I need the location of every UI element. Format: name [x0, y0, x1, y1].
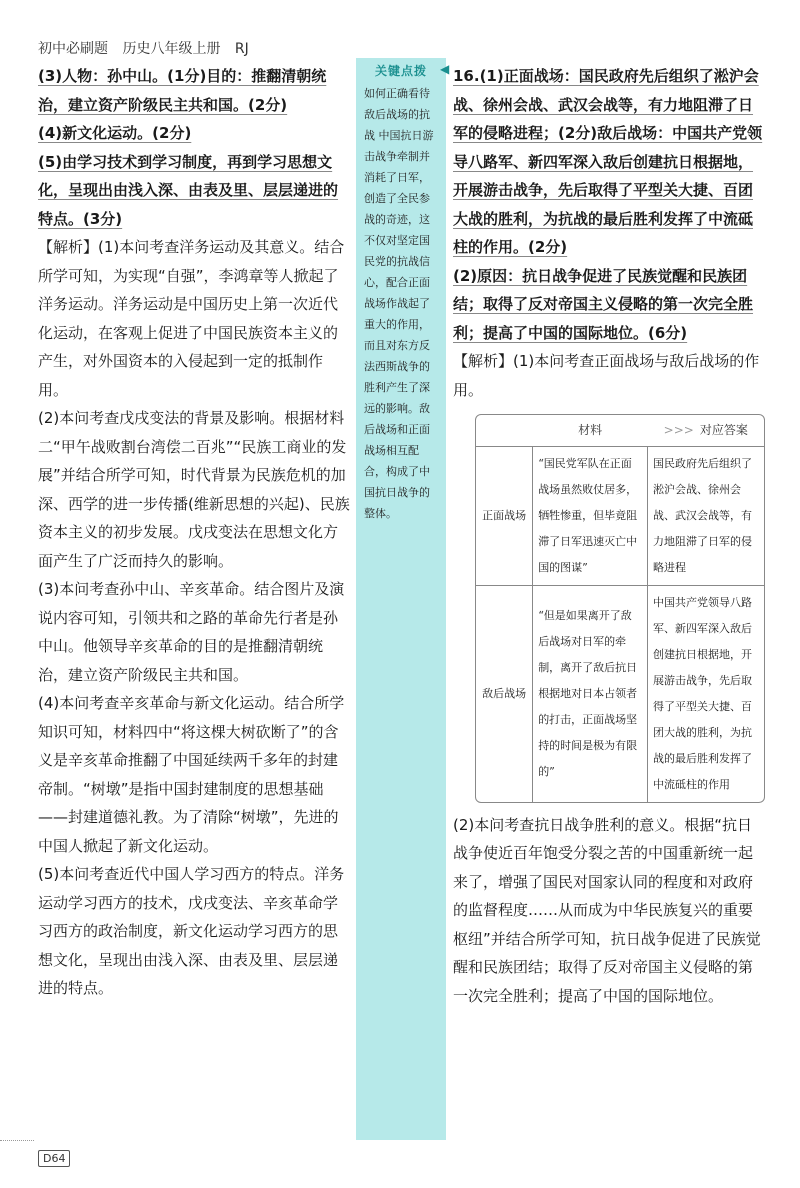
- comparison-table: [475, 414, 765, 803]
- analysis-16-2: (2)本问考查抗日战争胜利的意义。根据“抗日战争使近百年饱受分裂之苦的中国重新统一起来了，增强了国民对国家认同的程度和对政府的监督程度……从而成为中华民族复兴的重要枢纽”并结合所学可知，抗日战争促进了民族觉醒和民族团结；取得了反对帝国主义侵略的第一次完全胜利；提高了中国的国际地位。: [453, 815, 761, 1005]
- analysis-16-1: 【解析】(1)本问考查正面战场与敌后战场的作用。: [453, 352, 760, 399]
- table-header-material: 材料: [533, 415, 648, 446]
- row-material: “但是如果离开了敌后战场对日军的牵制，离开了敌后抗日根据地对日本占领者的打击，正面战场坚持的时间是极为有限的”: [533, 585, 648, 802]
- key-tip-text: 如何正确看待敌后战场的抗战 中国抗日游击战争牵制并消耗了日军，创造了全民参战的奇迹，这不仅对坚定国民党的抗战信心，配合正面战场作战起了重大的作用，而且对东方反法西斯战争的胜利产生了深远的影响。敌后战场和正面战场相互配合，构成了中国抗日战争的整体。: [364, 87, 434, 520]
- key-tip-sidebar: [356, 58, 446, 1140]
- analysis-2: (2)本问考查戊戌变法的背景及影响。根据材料二“甲午战败割台湾偿二百兆”“民族工商业的发展”并结合所学可知，时代背景为民族危机的加深、西学的进一步传播(维新思想的兴起)、民族资本主义的初步发展。戊戌变法在思想文化方面产生了广泛而持久的影响。: [38, 409, 350, 570]
- subject-title: 历史八年级上册: [122, 41, 221, 57]
- table-row: [476, 585, 764, 802]
- answer-5: (5)由学习技术到学习制度，再到学习思想文化，呈现出由浅入深、由表及里、层层递进的特点。(3分): [38, 152, 339, 228]
- key-tip-title: 关键点拨: [374, 64, 427, 78]
- table-header-answer: >>> 对应答案: [647, 415, 764, 446]
- row-material: “国民党军队在正面战场虽然败仗居多，牺牲惨重，但毕竟阻滞了日军迅速灭亡中国的图谋”: [533, 446, 648, 585]
- analysis-3: (3)本问考查孙中山、辛亥革命。结合图片及演说内容可知，引领共和之路的革命先行者是孙中山。他领导辛亥革命的目的是推翻清朝统治，建立资产阶级民主共和国。: [38, 580, 345, 684]
- right-column: [453, 62, 767, 1010]
- analysis-4: (4)本问考查辛亥革命与新文化运动。结合所学知识可知，材料四中“将这棵大树砍断了”的含义是辛亥革命推翻了中国延续两千多年的封建帝制。“树墩”是指中国封建制度的思想基础——封建道德礼教。为了清除“树墩”，先进的中国人掀起了新文化运动。: [38, 694, 345, 855]
- edition-label: RJ: [234, 41, 249, 57]
- answer-4: (4)新文化运动。(2分): [38, 124, 192, 142]
- row-label: 敌后战场: [476, 585, 533, 802]
- answer-16-2: (2)原因：抗日战争促进了民族觉醒和民族团结；取得了反对帝国主义侵略的第一次完全胜利；提高了中国的国际地位。(6分): [453, 266, 754, 342]
- answer-16-1: 16.(1)正面战场：国民政府先后组织了淞沪会战、徐州会战、武汉会战等，有力地阻滞了日军的侵略进程；(2分)敌后战场：中国共产党领导八路军、新四军深入敌后创建抗日根据地，开展游击战争，先后取得了平型关大捷、百团大战的胜利，为抗战的最后胜利发挥了中流砥柱的作用。(2分): [453, 67, 763, 256]
- pointer-arrow-icon: ◀: [440, 62, 450, 76]
- page-header: [38, 38, 259, 58]
- book-title: 初中必刷题: [38, 41, 108, 57]
- answer-3: (3)人物：孙中山。(1分)目的：推翻清朝统治，建立资产阶级民主共和国。(2分): [38, 67, 327, 114]
- analysis-5: (5)本问考查近代中国人学习西方的特点。洋务运动学习西方的技术，戊戌变法、辛亥革命学习西方的政治制度，新文化运动学习西方的思想文化，呈现出由浅入深、由表及里、层层递进的特点。: [38, 865, 345, 997]
- question-number: 16.: [453, 67, 480, 85]
- table-row: [476, 446, 764, 585]
- row-label: 正面战场: [476, 446, 533, 585]
- left-column: [38, 62, 352, 1003]
- divider: [0, 1140, 34, 1141]
- row-answer: 国民政府先后组织了淞沪会战、徐州会战、武汉会战等，有力地阻滞了日军的侵略进程: [647, 446, 764, 585]
- row-answer: 中国共产党领导八路军、新四军深入敌后创建抗日根据地，开展游击战争，先后取得了平型关大捷、百团大战的胜利，为抗战的最后胜利发挥了中流砥柱的作用: [647, 585, 764, 802]
- analysis-1: 【解析】(1)本问考查洋务运动及其意义。结合所学可知，为实现“自强”，李鸿章等人掀起了洋务运动。洋务运动是中国历史上第一次近代化运动，在客观上促进了中国民族资本主义的产生，对外国资本的入侵起到一定的抵制作用。: [38, 238, 345, 399]
- page-number: D64: [38, 1150, 70, 1167]
